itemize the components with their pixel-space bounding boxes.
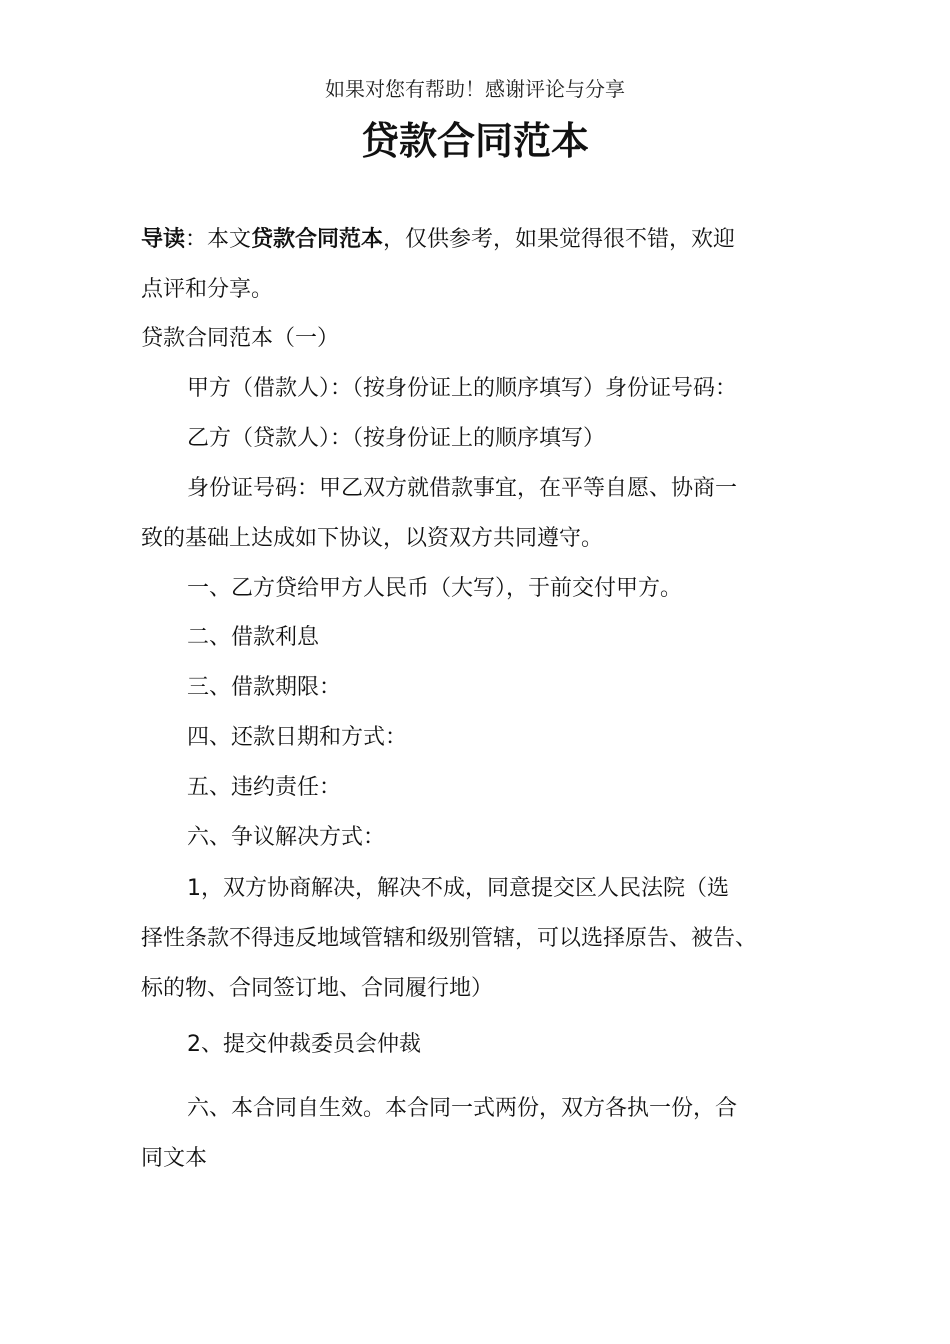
dispute-item-2: 2、提交仲裁委员会仲裁 — [187, 1032, 421, 1057]
agreement-line-2: 致的基础上达成如下协议，以资双方共同遵守。 — [141, 526, 604, 551]
party-a-line: 甲方（借款人）：（按身份证上的顺序填写）身份证号码： — [187, 376, 738, 401]
header-note: 如果对您有帮助！感谢评论与分享 — [325, 77, 625, 101]
clause-2: 二、借款利息 — [187, 625, 320, 650]
dispute-item-1-line-3: 标的物、合同签订地、合同履行地） — [141, 976, 494, 1001]
section-heading: 贷款合同范本（一） — [141, 326, 340, 351]
clause-6: 六、争议解决方式： — [187, 825, 386, 850]
clause-1: 一、乙方贷给甲方人民币（大写），于前交付甲方。 — [187, 576, 683, 601]
intro-highlight: 贷款合同范本 — [251, 227, 384, 252]
intro-label: 导读 — [141, 227, 186, 252]
clause-5: 五、违约责任： — [187, 775, 342, 800]
dispute-item-1-line-1: 1，双方协商解决，解决不成，同意提交区人民法院（选 — [187, 876, 729, 901]
clause-3: 三、借款期限： — [187, 675, 342, 700]
clause-4: 四、还款日期和方式： — [187, 725, 408, 750]
agreement-line-1: 身份证号码：甲乙双方就借款事宜，在平等自愿、协商一 — [187, 476, 738, 501]
intro-rest: ，仅供参考，如果觉得很不错，欢迎 — [383, 227, 736, 252]
document-title: 贷款合同范本 — [360, 119, 589, 163]
intro-line-2: 点评和分享。 — [141, 277, 274, 302]
effect-line-2: 同文本 — [141, 1146, 208, 1171]
dispute-item-1-line-2: 择性条款不得违反地域管辖和级别管辖，可以选择原告、被告、 — [141, 926, 758, 951]
intro-colon: ：本文 — [185, 227, 252, 252]
party-b-line: 乙方（贷款人）：（按身份证上的顺序填写） — [187, 426, 606, 451]
intro-line-1 — [141, 215, 735, 265]
effect-line-1: 六、本合同自生效。本合同一式两份，双方各执一份，合 — [187, 1096, 738, 1121]
